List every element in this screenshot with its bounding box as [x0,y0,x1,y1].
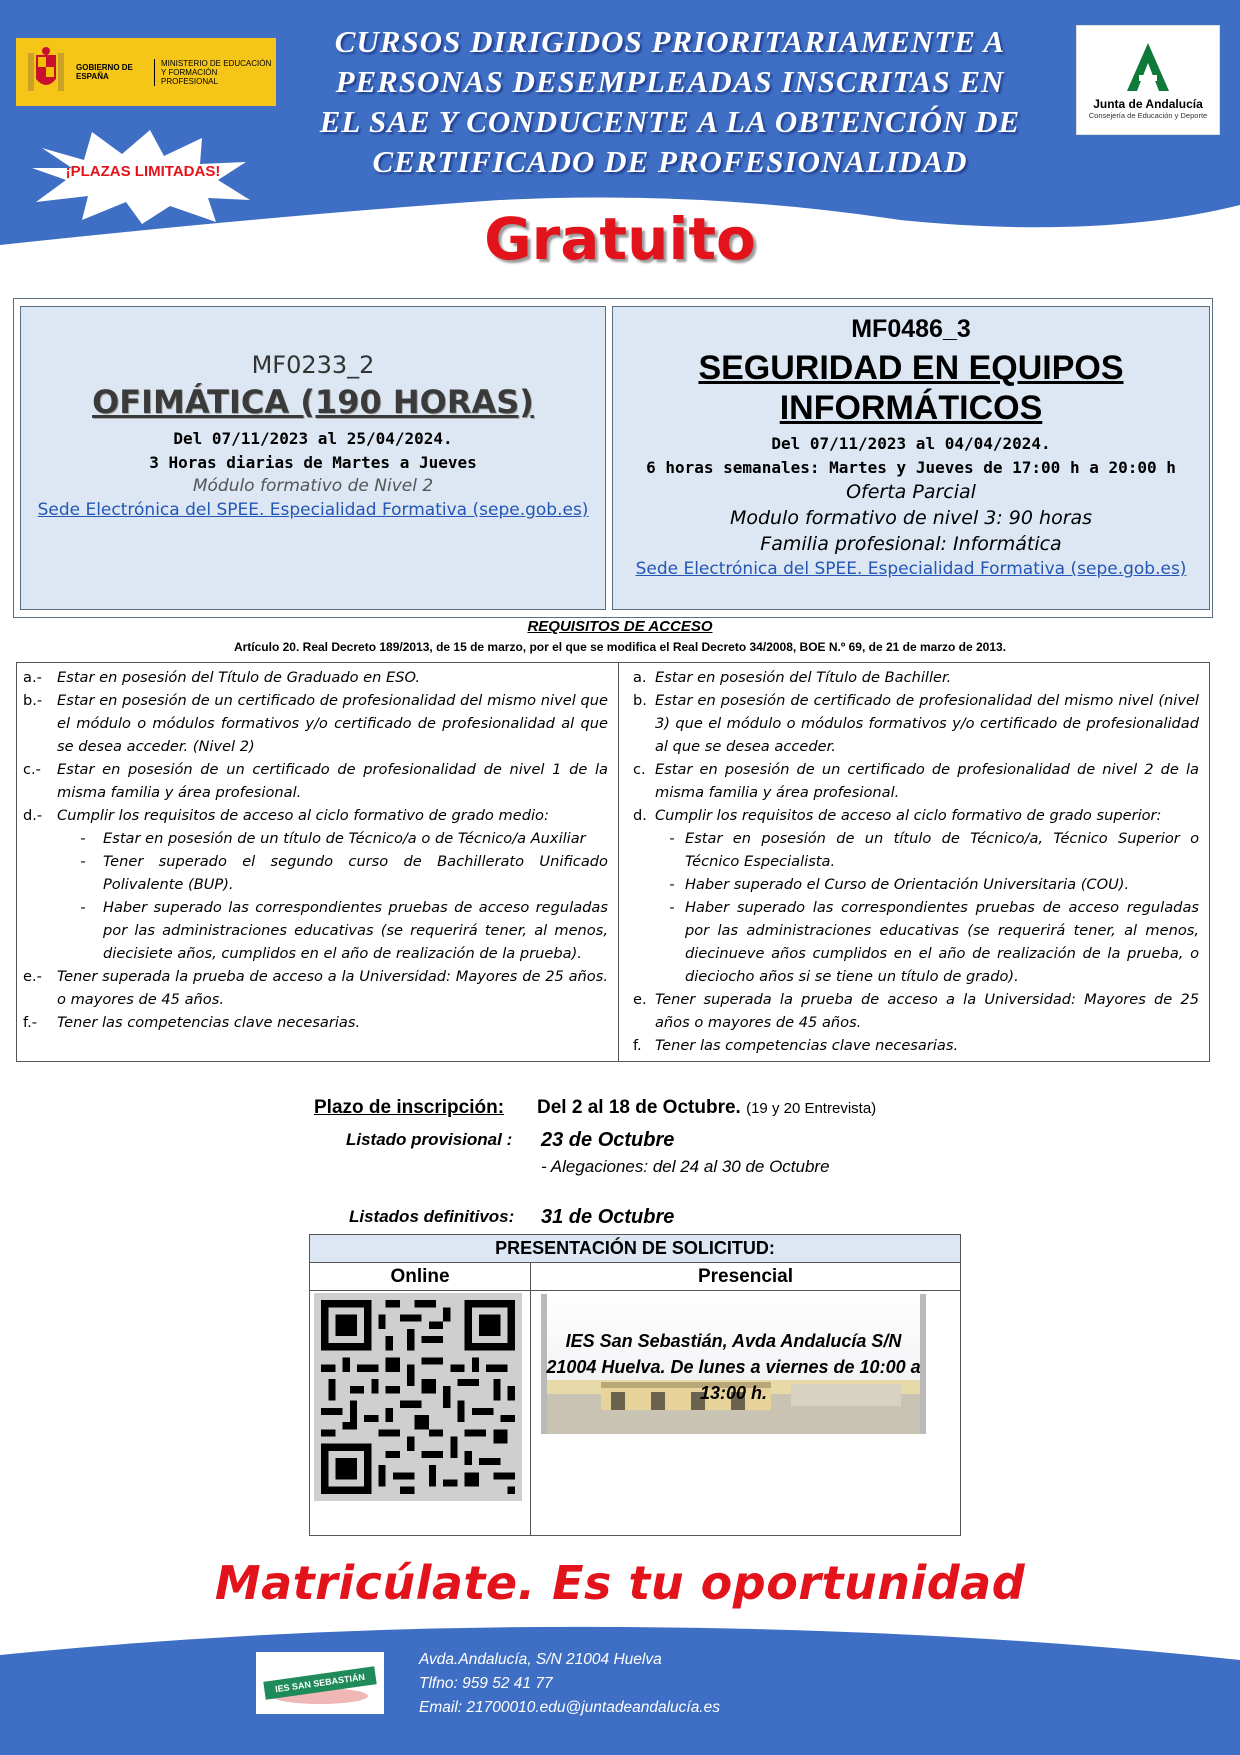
ministerio-label: MINISTERIO DE EDUCACIÓN Y FORMACIÓN PROFESIONAL [154,59,274,86]
plazo-dates: Del 2 al 18 de Octubre. [537,1097,741,1118]
dash-bullet-icon: - [80,853,86,870]
matriculate-slogan: Matricúlate. Es tu oportunidad [214,1556,1026,1610]
requirement-item [625,666,1199,689]
item-text: Estar en posesión de certificado de profesionalidad del mismo nivel (nivel 3) que el módulo o módulos formativos y/o certificado de profesionalidad al que se desea acceder. [654,692,1199,755]
requisitos-title: REQUISITOS DE ACCESO [527,618,713,635]
item-text: Tener superado el segundo curso de Bachillerato Unificado Polivalente (BUP). [103,853,608,893]
plazo-entrevista: (19 y 20 Entrevista) [746,1100,877,1117]
sepe-link[interactable]: Sede Electrónica del SPEE. Especialidad Formativa (sepe.gob.es) [635,559,1187,579]
item-text: Tener las competencias clave necesarias. [57,1014,361,1031]
item-label: f.- [23,1014,37,1031]
alegaciones-text: - Alegaciones: del 24 al 30 de Octubre [541,1157,830,1176]
item-text: Tener superada la prueba de acceso a la Universidad: Mayores de 25 años o mayores de 45 años. [654,991,1199,1031]
item-text: Estar en posesión de un certificado de profesionalidad de nivel 1 de la misma familia y área profesional. [57,761,608,801]
item-text: Estar en posesión del Título de Bachiller. [654,669,952,686]
item-text: Haber superado las correspondientes pruebas de acceso reguladas por las administraciones educativas (se requerirá tener, al menos, diecinueve años cumplidos en el año de realización de la prueba, o dieciocho años si se tiene un título de grado). [684,899,1199,985]
item-text: Cumplir los requisitos de acceso al ciclo formativo de grado medio: [57,807,549,824]
requisitos-table [16,662,1210,1062]
header-title-line: PERSONAS DESEMPLEADAS INSCRITAS EN [335,64,1005,99]
module-family: Familia profesional: Informática [760,533,1062,555]
listado-provisional-label: Listado provisional : [346,1130,513,1149]
item-label: c.- [23,761,41,778]
module-code: MF0486_3 [851,315,971,343]
item-label: b. [632,692,647,709]
module-level: Modulo formativo de nivel 3: 90 horas [729,507,1093,529]
item-text: Estar en posesión de un certificado de profesionalidad del mismo nivel que el módulo o módulos formativos y/o certificado de profesionalidad al que se desea acceder. (Nivel 2) [57,692,608,755]
module-title: OFIMÁTICA (190 HORAS) [92,383,534,421]
requisitos-article: Artículo 20. Real Decreto 189/2013, de 15 de marzo, por el que se modifica el Real Decreto 34/2008, BOE N.º 69, de 21 de marzo de 2013. [233,640,1007,654]
gratuito-heading: Gratuito [484,205,756,273]
dash-bullet-icon: - [669,830,675,847]
junta-andalucia-a-icon [1125,41,1171,93]
module-title-line: SEGURIDAD EN EQUIPOS [698,349,1124,387]
item-text: Estar en posesión de un título de Técnico/a o de Técnico/a Auxiliar [103,830,586,847]
plazo-inscripcion-label: Plazo de inscripción: [314,1097,505,1118]
module-offer: Oferta Parcial [846,481,976,503]
requirement-item [625,1034,1199,1057]
spain-coat-of-arms-icon [24,45,68,99]
presencial-label: Presencial [697,1266,794,1287]
item-label: a. [632,669,647,686]
item-text: Tener las competencias clave necesarias. [654,1037,959,1054]
listado-provisional-value: 23 de Octubre [541,1129,675,1151]
dash-bullet-icon: - [80,899,86,916]
dash-bullet-icon: - [80,830,86,847]
online-label: Online [310,1263,531,1290]
requirement-item [23,804,608,827]
item-text: Tener superada la prueba de acceso a la Universidad: Mayores de 25 años. o mayores de 45 años. [57,968,608,1008]
module-dates: Del 07/11/2023 al 04/04/2024. [771,434,1051,453]
requirement-item [625,804,1199,827]
item-label: f. [632,1037,642,1054]
requirement-subitem [23,827,608,850]
requirement-item [23,1011,608,1034]
footer-contact [419,1648,720,1720]
ies-san-sebastian-logo [256,1652,384,1714]
gobierno-espana-logo [16,38,276,106]
presentacion-columns [310,1263,960,1291]
requirement-subitem [625,827,1199,873]
item-label: d. [632,807,647,824]
item-label: b.- [23,692,43,709]
requirement-subitem [625,896,1199,988]
junta-andalucia-logo [1076,25,1220,135]
presentacion-title: PRESENTACIÓN DE SOLICITUD: [310,1235,960,1263]
item-text: Estar en posesión de un título de Técnico/a, Técnico Superior o Técnico Especialista. [684,830,1199,870]
footer-email[interactable]: Email: 21700010.edu@juntadeandalucía.es [419,1699,720,1716]
item-label: d.- [23,807,43,824]
module-level: Módulo formativo de Nivel 2 [192,476,434,496]
requisitos-nivel3-column [619,663,1209,1061]
module-code: MF0233_2 [251,351,375,379]
item-text: Haber superado las correspondientes pruebas de acceso reguladas por las administraciones educativas (se requerirá tener, al menos, diecisiete años, cumplidos en el año de realización de la prueba). [103,899,608,962]
module-title [613,348,1209,428]
item-text: Haber superado el Curso de Orientación Universitaria (COU). [684,876,1130,893]
requirement-item [23,689,608,758]
footer-address: Avda.Andalucía, S/N 21004 Huelva [419,1651,662,1668]
requirement-subitem [625,873,1199,896]
item-text: Estar en posesión de un certificado de profesionalidad de nivel 2 de la misma familia y área profesional. [654,761,1199,801]
requirement-subitem [23,896,608,965]
requirement-item [23,965,608,1011]
module-hours: 3 Horas diarias de Martes a Jueves [149,453,477,472]
header-title-line: CERTIFICADO DE PROFESIONALIDAD [372,144,968,179]
requirement-subitem [23,850,608,896]
listado-definitivo-value: 31 de Octubre [541,1206,675,1228]
item-text: Estar en posesión del Título de Graduado en ESO. [57,669,421,686]
item-label: a.- [23,669,42,686]
module-card-seguridad [612,306,1210,610]
requirement-item [23,666,608,689]
plazas-limitadas-label: ¡PLAZAS LIMITADAS! [65,163,221,180]
sepe-link[interactable]: Sede Electrónica del SPEE. Especialidad Formativa (sepe.gob.es) [37,500,589,520]
item-label: e.- [23,968,42,985]
footer-phone: Tlfno: 959 52 41 77 [419,1675,553,1692]
header-title [290,22,1050,182]
qr-code-icon[interactable] [314,1293,522,1501]
module-card-ofimatica [20,306,606,610]
listado-definitivo-label: Listados definitivos: [349,1207,515,1226]
gobierno-label: GOBIERNO DE ESPAÑA [76,63,133,81]
consejeria-name: Consejería de Educación y Deporte [1088,110,1208,120]
item-label: e. [632,991,647,1008]
module-dates: Del 07/11/2023 al 25/04/2024. [173,429,453,448]
online-cell [310,1291,531,1535]
item-text: Cumplir los requisitos de acceso al ciclo formativo de grado superior: [654,807,1162,824]
item-label: c. [632,761,646,778]
module-hours: 6 horas semanales: Martes y Jueves de 17:00 h a 20:00 h [646,458,1176,477]
requirement-item [625,689,1199,758]
requirement-item [23,758,608,804]
requisitos-nivel2-column [17,663,619,1061]
junta-name: Junta de Andalucía [1093,96,1203,111]
ies-logo-text: IES SAN SEBASTIÁN [263,1666,376,1699]
dash-bullet-icon: - [669,899,675,916]
header-title-line: CURSOS DIRIGIDOS PRIORITARIAMENTE A [334,24,1006,59]
presencial-address: IES San Sebastián, Avda Andalucía S/N 21004 Huelva. De lunes a viernes de 10:00 a 13:00 h. [546,1331,921,1403]
requirement-item [625,758,1199,804]
plazo-inscripcion-value [537,1097,876,1119]
header-title-line: EL SAE Y CONDUCENTE A LA OBTENCIÓN DE [319,104,1021,139]
module-title-line: INFORMÁTICOS [779,389,1043,427]
dash-bullet-icon: - [669,876,675,893]
requirement-item [625,988,1199,1034]
